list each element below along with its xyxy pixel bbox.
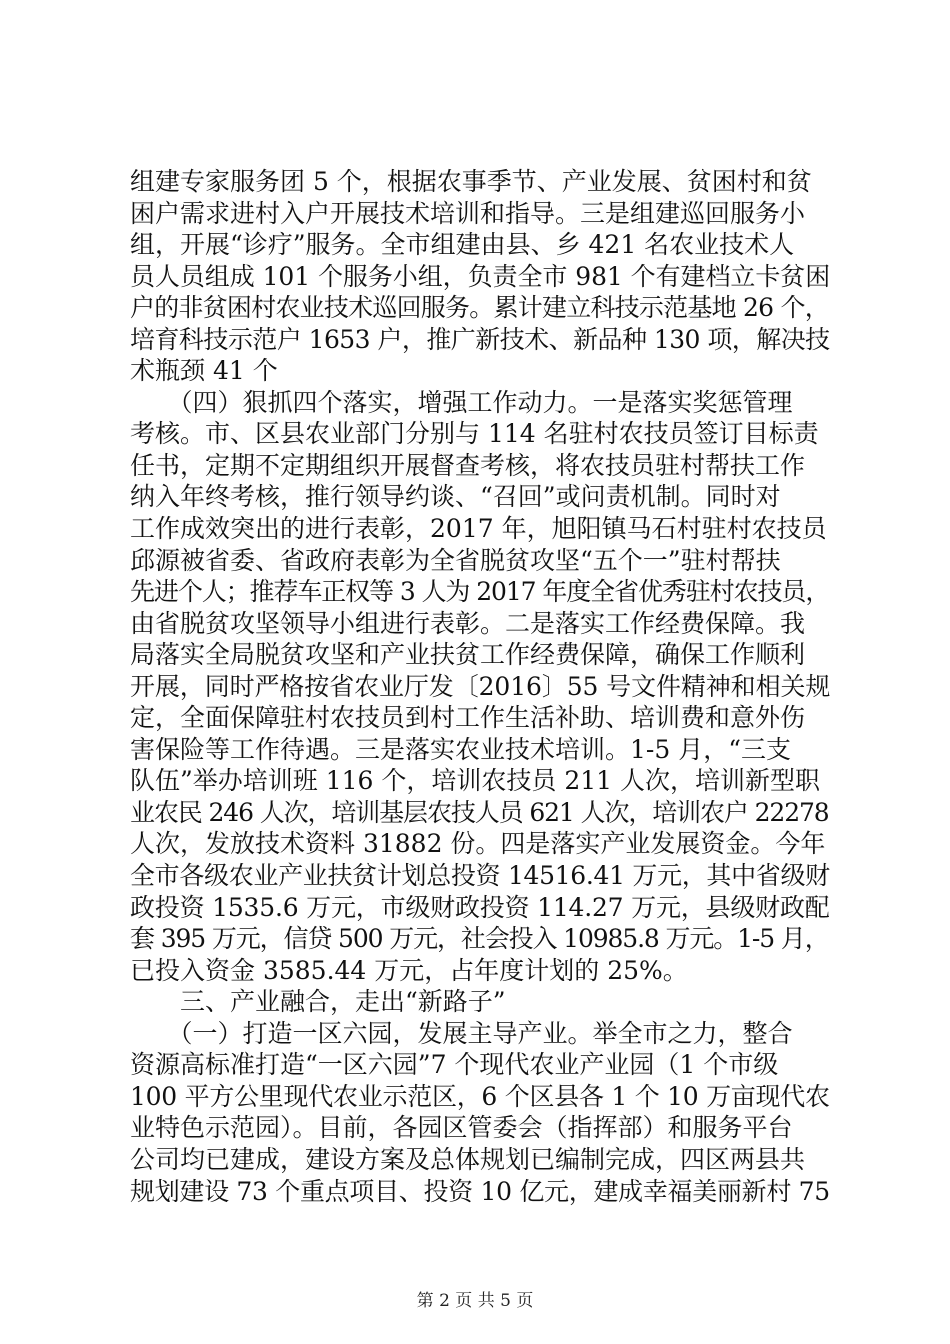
text-line: 100 平方公里现代农业示范区，6 个区县各 1 个 10 万亩现代农: [130, 1081, 830, 1111]
text-line: 组建专家服务团 5 个，根据农事季节、产业发展、贫困村和贫: [130, 167, 812, 196]
text-line: 定，全面保障驻村农技员到村工作生活补助、培训费和意外伤: [130, 703, 806, 733]
text-line: （一）打造一区六园，发展主导产业。举全市之力，整合: [130, 1018, 793, 1048]
text-line: 先进个人；推荐车正权等 3 人为 2017 年度全省优秀驻村农技员，: [130, 577, 830, 607]
text-line: 套 395 万元，信贷 500 万元，社会投入 10985.8 万元。1-5 月，: [130, 924, 829, 954]
page-footer: 第 2 页 共 5 页: [416, 1291, 534, 1311]
text-line: 组，开展“诊疗”服务。全市组建由县、乡 421 名农业技术人: [130, 230, 795, 260]
text-line: 业特色示范园）。目前，各园区管委会（指挥部）和服务平台: [130, 1113, 793, 1143]
text-line: 资源高标准打造“一区六园”7 个现代农业产业园（1 个市级: [130, 1050, 779, 1080]
text-line: 开展，同时严格按省农业厅发〔2016〕55 号文件精神和相关规: [130, 671, 831, 701]
text-line: 户的非贫困村农业技术巡回服务。累计建立科技示范基地 26 个，: [130, 293, 829, 323]
text-line: 人次，发放技术资料 31882 份。四是落实产业发展资金。今年: [130, 829, 826, 859]
text-line: 政投资 1535.6 万元，市级财政投资 114.27 万元，县级财政配: [130, 892, 830, 922]
text-line: 业农民 246 人次，培训基层农技人员 621 人次，培训农户 22278: [130, 797, 829, 827]
text-line: 术瓶颈 41 个: [130, 356, 278, 386]
text-line: 规划建设 73 个重点项目、投资 10 亿元，建成幸福美丽新村 75: [130, 1176, 830, 1206]
body-text: [130, 166, 830, 1207]
text-line: 已投入资金 3585.44 万元，占年度计划的 25%。: [130, 955, 688, 985]
text-line: 全市各级农业产业扶贫计划总投资 14516.41 万元，其中省级财: [130, 861, 830, 891]
text-line: 害保险等工作待遇。三是落实农业技术培训。1-5 月，“三支: [130, 734, 791, 764]
text-line: 困户需求进村入户开展技术培训和指导。三是组建巡回服务小: [130, 198, 806, 228]
text-line: （四）狠抓四个落实，增强工作动力。一是落实奖惩管理: [130, 387, 793, 417]
text-line: 工作成效突出的进行表彰，2017 年，旭阳镇马石村驻村农技员: [130, 514, 827, 544]
text-line: 公司均已建成，建设方案及总体规划已编制完成，四区两县共: [130, 1144, 806, 1174]
text-line: 培育科技示范户 1653 户，推广新技术、新品种 130 项，解决技: [130, 324, 830, 354]
text-line: 由省脱贫攻坚领导小组进行表彰。二是落实工作经费保障。我: [130, 608, 806, 638]
text-line: 员人员组成 101 个服务小组，负责全市 981 个有建档立卡贫困: [130, 261, 831, 291]
text-line: 局落实全局脱贫攻坚和产业扶贫工作经费保障，确保工作顺利: [130, 640, 806, 670]
text-line: 纳入年终考核，推行领导约谈、“召回”或问责机制。同时对: [130, 482, 781, 512]
text-line: 三、产业融合，走出“新路子”: [130, 987, 506, 1017]
text-line: 队伍”举办培训班 116 个，培训农技员 211 人次，培训新型职: [130, 766, 821, 796]
text-line: 邱源被省委、省政府表彰为全省脱贫攻坚“五个一”驻村帮扶: [130, 545, 781, 575]
text-line: 任书，定期不定期组织开展督查考核，将农技员驻村帮扶工作: [130, 450, 806, 480]
text-line: 考核。市、区县农业部门分别与 114 名驻村农技员签订目标责: [130, 419, 819, 449]
